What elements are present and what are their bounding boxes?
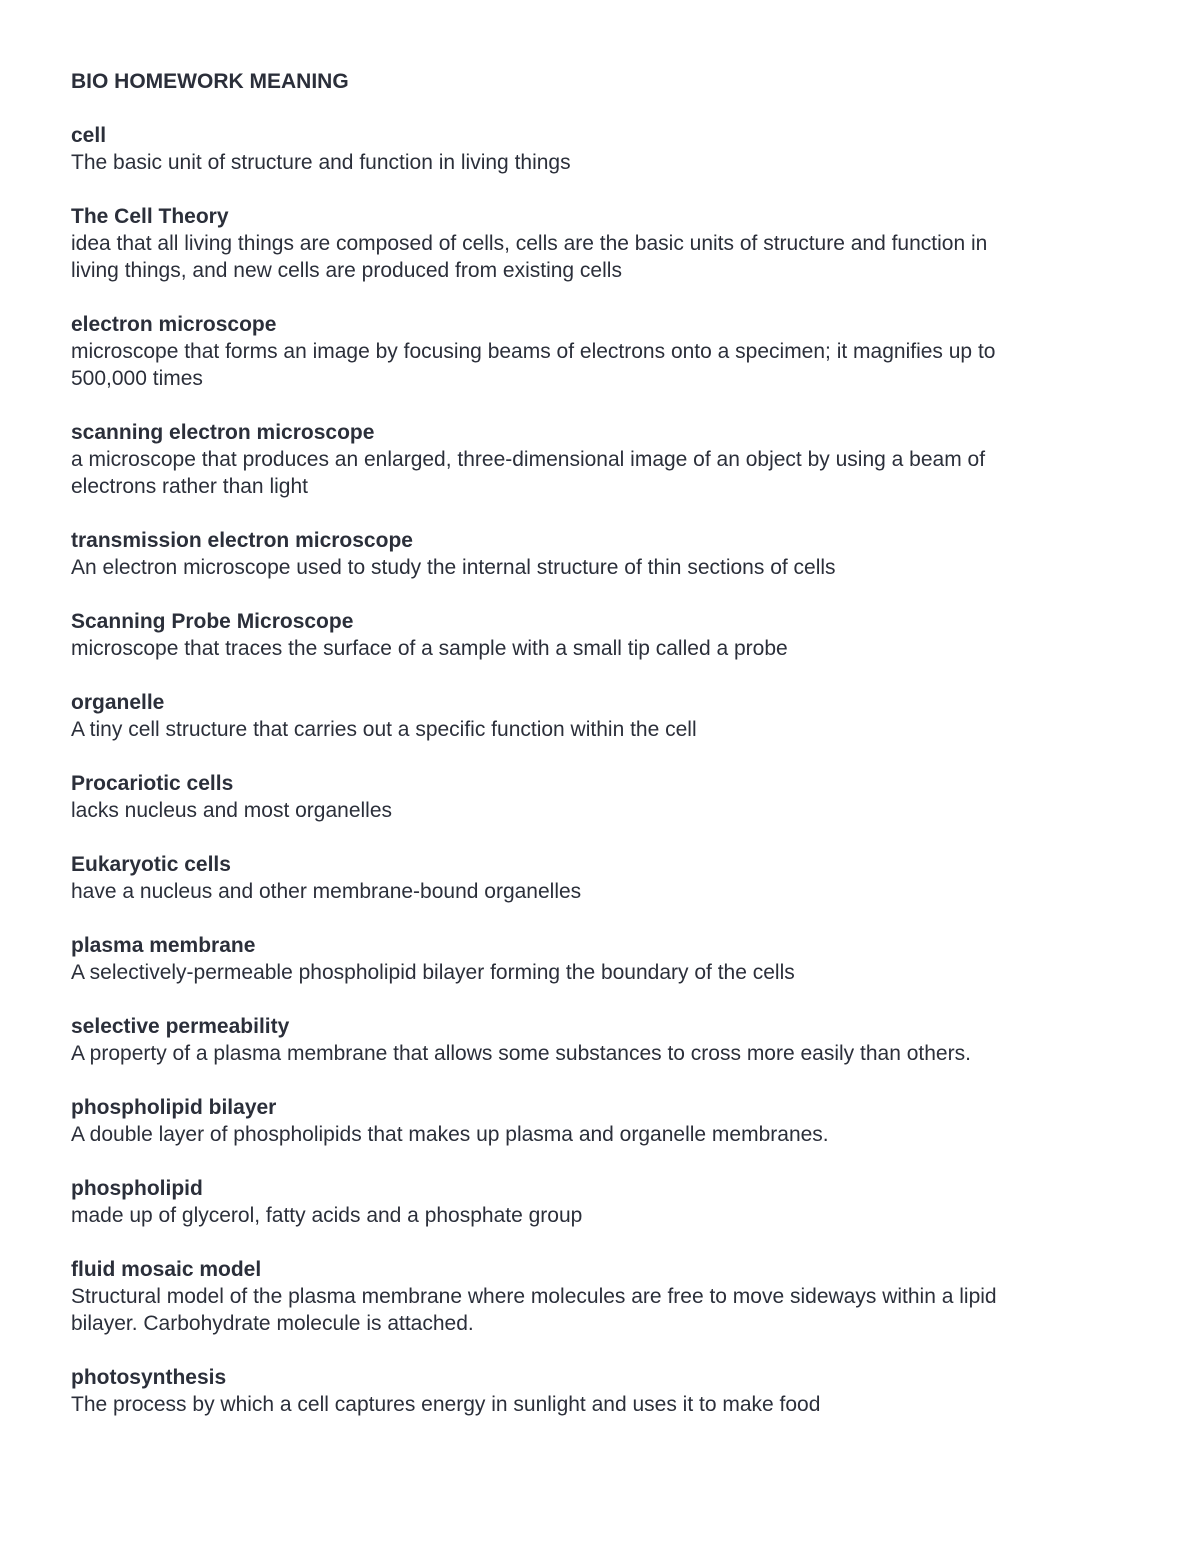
glossary-entry-phospholipid-bilayer [71, 1094, 1131, 1148]
glossary-entry-organelle [71, 689, 1131, 743]
glossary-entry-procariotic-cells [71, 770, 1131, 824]
term: transmission electron microscope [71, 529, 413, 552]
definition: lacks nucleus and most organelles [71, 799, 393, 822]
glossary-entry-phospholipid [71, 1175, 1131, 1229]
glossary-entry-scanning-probe-microscope [71, 608, 1131, 662]
term: fluid mosaic model [71, 1258, 262, 1281]
definition: A selectively-permeable phospholipid bilayer forming the boundary of the cells [71, 961, 795, 984]
document-page [71, 68, 1131, 1445]
definition: a microscope that produces an enlarged, three-dimensional image of an object by using a beam of electrons rather than light [71, 448, 986, 498]
glossary-entry-transmission-electron-microscope [71, 527, 1131, 581]
definition: have a nucleus and other membrane-bound organelles [71, 880, 582, 903]
definition: Structural model of the plasma membrane where molecules are free to move sideways within a lipid bilayer. Carbohydrate molecule is attached. [71, 1285, 997, 1335]
term: scanning electron microscope [71, 421, 375, 444]
glossary-entry-electron-microscope [71, 311, 1131, 392]
glossary-entry-cell [71, 122, 1131, 176]
definition: The process by which a cell captures energy in sunlight and uses it to make food [71, 1393, 821, 1416]
definition: The basic unit of structure and function in living things [71, 151, 571, 174]
glossary-entry-cell-theory [71, 203, 1131, 284]
term: electron microscope [71, 313, 277, 336]
term: cell [71, 124, 107, 147]
document-title: BIO HOMEWORK MEANING [71, 70, 349, 93]
glossary-entry-eukaryotic-cells [71, 851, 1131, 905]
term: photosynthesis [71, 1366, 227, 1389]
definition: An electron microscope used to study the internal structure of thin sections of cells [71, 556, 836, 579]
definition: made up of glycerol, fatty acids and a phosphate group [71, 1204, 583, 1227]
definition: microscope that forms an image by focusing beams of electrons onto a specimen; it magnifies up to 500,000 times [71, 340, 996, 390]
term: selective permeability [71, 1015, 290, 1038]
glossary-entry-selective-permeability [71, 1013, 1131, 1067]
term: phospholipid bilayer [71, 1096, 277, 1119]
glossary-entry-fluid-mosaic-model [71, 1256, 1131, 1337]
definition: A double layer of phospholipids that makes up plasma and organelle membranes. [71, 1123, 829, 1146]
term: The Cell Theory [71, 205, 229, 228]
term: Eukaryotic cells [71, 853, 231, 876]
term: Procariotic cells [71, 772, 234, 795]
term: Scanning Probe Microscope [71, 610, 354, 633]
term: organelle [71, 691, 165, 714]
definition: idea that all living things are composed of cells, cells are the basic units of structure and function in living things, and new cells are produced from existing cells [71, 232, 988, 282]
definition: A property of a plasma membrane that allows some substances to cross more easily than others. [71, 1042, 971, 1065]
definition: microscope that traces the surface of a sample with a small tip called a probe [71, 637, 788, 660]
glossary-entry-photosynthesis [71, 1364, 1131, 1418]
term: phospholipid [71, 1177, 203, 1200]
term: plasma membrane [71, 934, 256, 957]
definition: A tiny cell structure that carries out a specific function within the cell [71, 718, 697, 741]
glossary-entry-plasma-membrane [71, 932, 1131, 986]
glossary-entry-scanning-electron-microscope [71, 419, 1131, 500]
